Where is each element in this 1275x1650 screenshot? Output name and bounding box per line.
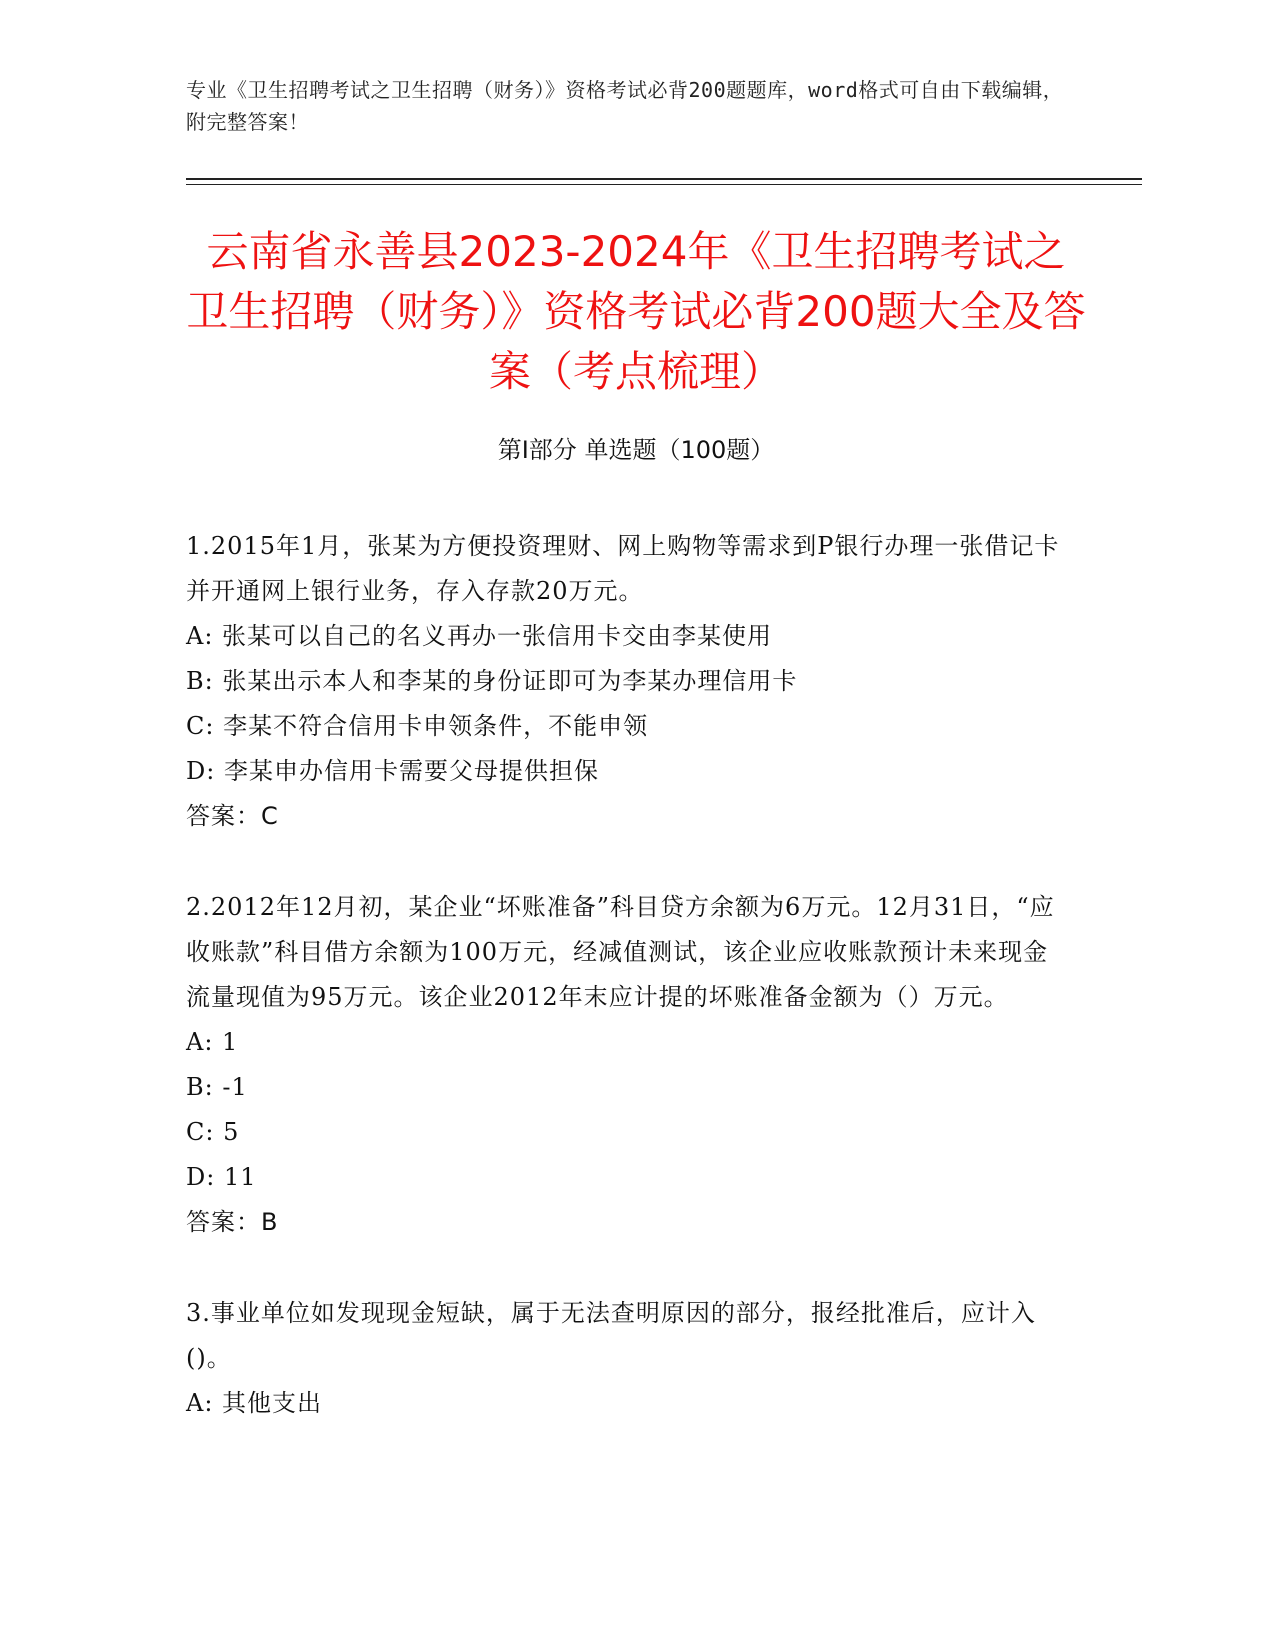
question-2: [186, 885, 1066, 1245]
option-a: A: 张某可以自己的名义再办一张信用卡交由李某使用: [186, 622, 773, 650]
option-c: C: 5: [186, 1118, 240, 1146]
answer: 答案：C: [186, 802, 279, 830]
option-b: B: -1: [186, 1073, 248, 1101]
header-note: 专业《卫生招聘考试之卫生招聘（财务）》资格考试必背200题题库，word格式可自由下载编辑，附完整答案！: [186, 78, 1064, 134]
header-divider-thin: [186, 184, 1142, 185]
answer: 答案：B: [186, 1208, 279, 1236]
option-b: B: 张某出示本人和李某的身份证即可为李某办理信用卡: [186, 667, 798, 695]
option-a: A: 其他支出: [186, 1389, 323, 1417]
option-d: D: 11: [186, 1163, 257, 1191]
option-a: A: 1: [186, 1028, 239, 1056]
question-text: 3.事业单位如发现现金短缺，属于无法查明原因的部分，报经批准后，应计入()。: [186, 1299, 1036, 1372]
header-divider: [186, 178, 1142, 180]
question-text: 1.2015年1月，张某为方便投资理财、网上购物等需求到P银行办理一张借记卡并开通网上银行业务，存入存款20万元。: [186, 532, 1060, 605]
question-text: 2.2012年12月初，某企业“坏账准备”科目贷方余额为6万元。12月31日，“应收账款”科目借方余额为100万元，经减值测试，该企业应收账款预计未来现金流量现值为95万元。该企业2012年末应计提的坏账准备金额为（）万元。: [186, 893, 1055, 1011]
option-c: C: 李某不符合信用卡申领条件，不能申领: [186, 712, 649, 740]
document-title: 云南省永善县2023-2024年《卫生招聘考试之卫生招聘（财务）》资格考试必背200题大全及答案（考点梳理）: [186, 227, 1086, 396]
question-3: [186, 1291, 1066, 1426]
question-list: [186, 524, 1066, 1472]
section-title: 第Ⅰ部分 单选题（100题）: [497, 436, 775, 464]
option-d: D: 李某申办信用卡需要父母提供担保: [186, 757, 599, 785]
question-1: [186, 524, 1066, 839]
